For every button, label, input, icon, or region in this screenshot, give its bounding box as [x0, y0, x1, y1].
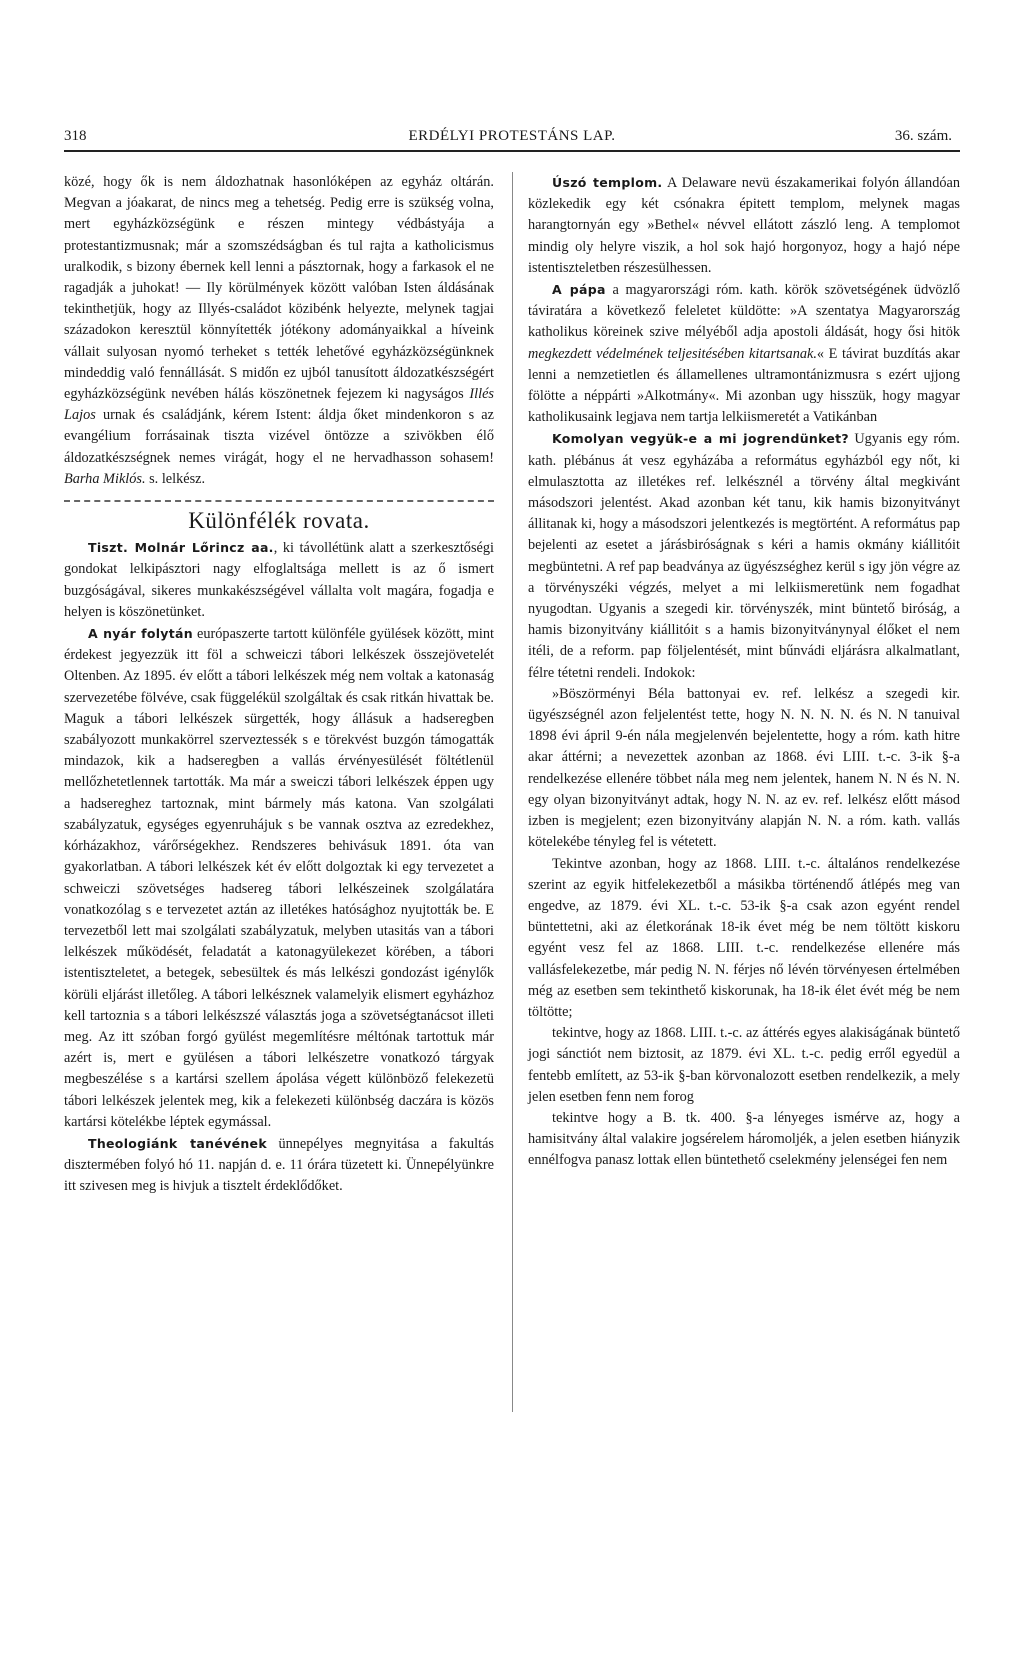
- left-column: [64, 172, 494, 1198]
- column-divider: [512, 172, 513, 1412]
- news-item-lead: A nyár folytán: [88, 626, 193, 642]
- court-ruling-paragraph: Tekintve azonban, hogy az 1868. LIII. t.-c. általános rendelkezése szerint az egyik hitfelekezetből a másikba történendő átlépés meg van engedve, az 1879. évi XL. t.-c. 53-ik §-a csak azon egyént rendel büntettetni, aki az életkorának 18-ik évet még be nem töltött kiskoru egyént vesz fel az 1868. LIII. t.-c. rendelkezése ellenére más vallásfelekezetbe, már pedig N. N. férjes nő lévén törvényesen értelmében még az esetben sem tekinthető kiskorunak, ha 18-ik élet évét még be nem töltötte;: [528, 855, 960, 1020]
- news-item-text: ünnepélyes megnyitása a fakultás disztermében folyó hó 11. napján d. e. 11 órára tüzetett ki. Ünnepélyünkre itt szivesen meg is hivjuk a tisztelt érdeklődőket.: [64, 1135, 495, 1195]
- right-column: [528, 172, 960, 1172]
- news-item-text: a magyarországi róm. kath. körök szövetségének üdvözlő táviratára a következő feleletet küldötte: »A szentatya Magyarország katholikus köreinek szive mélyéből adja apostoli áldását, hogy ősi hitök: [528, 282, 960, 341]
- news-item: [64, 623, 494, 1133]
- issue-number: 36. szám.: [894, 128, 952, 144]
- news-item: [528, 428, 960, 683]
- section-separator: [64, 500, 494, 502]
- author-signature: Barha Miklós.: [64, 470, 146, 487]
- letter-text: közé, hogy ők is nem áldozhatnak hasonlóképen az egyház oltárán. Megvan a jóakarat, de nincs meg a tehetség. Pedig erre is szükség volna, mert egyházközségünk e részen mintegy védbástyája a protestantizmusnak; már a szomszédságban és tul rajta a katholicismus uralkodik, s bizony ébernek kell lenni a pásztornak, hogy a farkasok el ne ragadják a juhokat! — Ily körülmények között valóban Isten áldásának tekinthetjük, hogy az Illyés-családot közibénk helyezte, melynek tagjai századokon keresztül könnyítették jótékony adományaikkal a híveink vállait sulyosan nyomó terheket s tették lehetővé egyházközségünknek mindeddig való fennállását. S midőn ez ujból tanusított áldozatkészségért egyházközségünk nevében hálás köszönetnek fejezem ki nagyságos: [64, 174, 494, 403]
- news-item-text-continued: « E távirat buzdítás akar lenni a nemzetietlen és államellenes ultramontánizmusra s ezért ujjong fölötte a néppárti »Alkotmány«. Mi azonban ugy hisszük, hogy magyar katholikusaink legjava nem tartja lelkiismeretét a Vatikánban: [528, 345, 960, 426]
- quoted-emphasis: megkezdett védelmének teljesitésében kitartsanak.: [528, 345, 817, 362]
- court-ruling-paragraph: »Böszörményi Béla battonyai ev. ref. lelkész a szegedi kir. ügyészségnél azon feljelentést tette, hogy N. N. N. N. és N. N tanuival 1898 évi ápril 9-én nála megjelenvén bejelentette, hogy a róm. kath hitre akar áttérni; a nevezettek azonban az 1868. évi LIII. t.-c. 3-ik §-a rendelkezése ellenére többet nála meg nem jelentek, hanem N. N és N. N. egy olyan bizonyitványt adtak, hogy N. N. az ev. ref. lelkész előtt másod izben is megjelent; ezen bizonyitvány alapján N. N. a róm. kath. vallás kötelekébe tényleg fel is vétetett.: [528, 685, 960, 851]
- section-title: Különfélék rovata.: [188, 508, 370, 534]
- author-role: s. lelkész.: [145, 470, 206, 487]
- news-item-lead: Úszó templom.: [552, 175, 663, 190]
- page-number: 318: [64, 128, 87, 144]
- court-ruling-paragraph: tekintve, hogy az 1868. LIII. t.-c. az áttérés egyes alakiságának büntető jogi sánctiót nem biztosit, az 1879. évi XL. t.-c. pedig erről egyedül a fentebb említett, az 53-ik §-ban körvonalozott esetben rendelkezik, a mely jelen esetben fenn nem forog: [528, 1025, 960, 1105]
- news-item-text: A Delaware nevü északamerikai folyón állandóan közlekedik egy két csónakra épitett templom, melynek magas harangtornyán egy »Bethel« névvel ellátott zászló leng. A templomot mindig oly helyre viszik, a hol sok hajó horgonyoz, hogy a hajó népe istentiszteletben részesülhessen.: [528, 175, 960, 276]
- page-header: [64, 128, 960, 152]
- news-item-lead: Theologiánk tanévének: [88, 1135, 267, 1151]
- news-item: [64, 537, 494, 623]
- court-ruling-paragraph: tekintve hogy a B. tk. 400. §-a lényeges ismérve az, hogy a hamisitvány által valakire jogsérelem háromoljék, a jelen esetben hiányzik ennélfogva panasz lottak ellen büntethető cselekmény jelenségei fen nem: [528, 1109, 960, 1169]
- honoree-name: Illés Lajos: [64, 386, 494, 424]
- news-item-lead: Komolyan vegyük-e a mi jogrendünket?: [552, 431, 849, 447]
- letter-closing-paragraph: [64, 172, 494, 490]
- news-item: [528, 172, 960, 279]
- news-item: [528, 279, 960, 428]
- letter-text-continued: urnak és családjánk, kérem Istent: áldja őket mindenkoron s az evangélium forrásainak tiszta vizével öntözze a szivökben élő áldozatkészségnek nemes virágát, hogy el ne hervadhasson sohasem!: [64, 407, 494, 466]
- news-item-text: Ugyanis egy róm. kath. plébánus át vesz egyházába a református egyházból egy nőt, ki elmulasztotta az illetékes ref. lelkésznél a törvény által megkivánt másodszori jelentést. Akad azonban két tanu, kik hamis bizonyitványt állitanak ki, hogy a másodszori jelentkezés is megtörtént. A református pap bejelenti az esetet a járásbiróságnak s kéri a hamis okmány kiállitóit megbüntetni. A ref pap beadványa az ügyészséghez kerül s igy jön végre az a törvényszéki végzés, melyet a mi lelkiismeretünk nem fogadhat nyugodtan. Ugyanis a szegedi kir. törvényszék, mint büntető biróság, a hamis bizonyitvány kiállitóit s a hamis bizonyitványnyal élőket el nem itéli, de a reform. pap följelentését, mint bűnvádi eljárásra alkalmatlant, félre tétetni rendeli. Indokok:: [528, 431, 961, 681]
- news-item-text: , ki távollétünk alatt a szerkesztőségi gondokat lelkipásztori nagy elfoglaltsága mellett is az ő ismert buzgóságával, sikeres munkakészségével vállalta volt magára, fogadja e helyen is köszönetünket.: [64, 540, 494, 620]
- news-item: [64, 1133, 494, 1198]
- news-item-text: európaszerte tartott különféle gyülések között, mint érdekest jegyezzük itt föl a schweiczi tábori lelkészek összejövetelét Oltenben. Az 1895. év előtt a tábori lelkészek még nem voltak a katonaság szervezetébe fölvéve, csak függelékül szolgáltak és csak ritkán hivattak be. Maguk a tábori lelkészek sürgették, hogy állásuk a hadseregben szabályozott munkakörrel szerveztessék s e törekvést buzgón támogatták mindazok, kik a hadseregben a vallás érvényesülését föltétlenül mellőzhetetlennek tartották. Ma már a sweiczi tábori lelkészek éppen ugy a hadsereghez tartoznak, mint bármely más katona. Van szolgálati szabályzatuk, egységes egyenruhájuk s be vannak osztva az ezredekhez, kórházakhoz, várőrségekhez. Rendszeres behivásuk 1891. óta van gyakorlatban. A tábori lelkészek két év előtt dolgoztak ki egy tervezetet a schweiczi szövetséges hadsereg tábori lelkészeinek szolgálatára vonatkozólag s e tervezetet aztán az illetékes hatósághoz nyujtották be. E tervezetből lett mai szolgálati szabályzatuk, melyben utasitás van a tábori lelkészek működését, feladatát a katonagyülekezet körében, a tábori istentiszteletet, a betegek, sebesültek és más lelkészi gondozást igénylők körüli eljárást illetőleg. A tábori lelkésznek valamelyik elismert egyházhoz kell tartoznia s a tábori lelkészszé választás joga a szövetségtanácsot illeti meg. Az itt szóban forgó gyülést megemlítésre méltónak tartottuk már azért is, mert e gyülésen a tábori lelkészetre vonatkozó tárgyak megbeszélése s a kartársi szellem ápolása végett különböző felekezetü tábori lelkészek jelentek meg, kik a felekezeti különbség daczára is közös kartársi kötelékbe léptek egymással.: [64, 626, 495, 1130]
- news-item-lead: Tiszt. Molnár Lőrincz aa.: [88, 540, 274, 556]
- journal-title: ERDÉLYI PROTESTÁNS LAP.: [408, 128, 616, 144]
- news-item-lead: A pápa: [552, 282, 606, 298]
